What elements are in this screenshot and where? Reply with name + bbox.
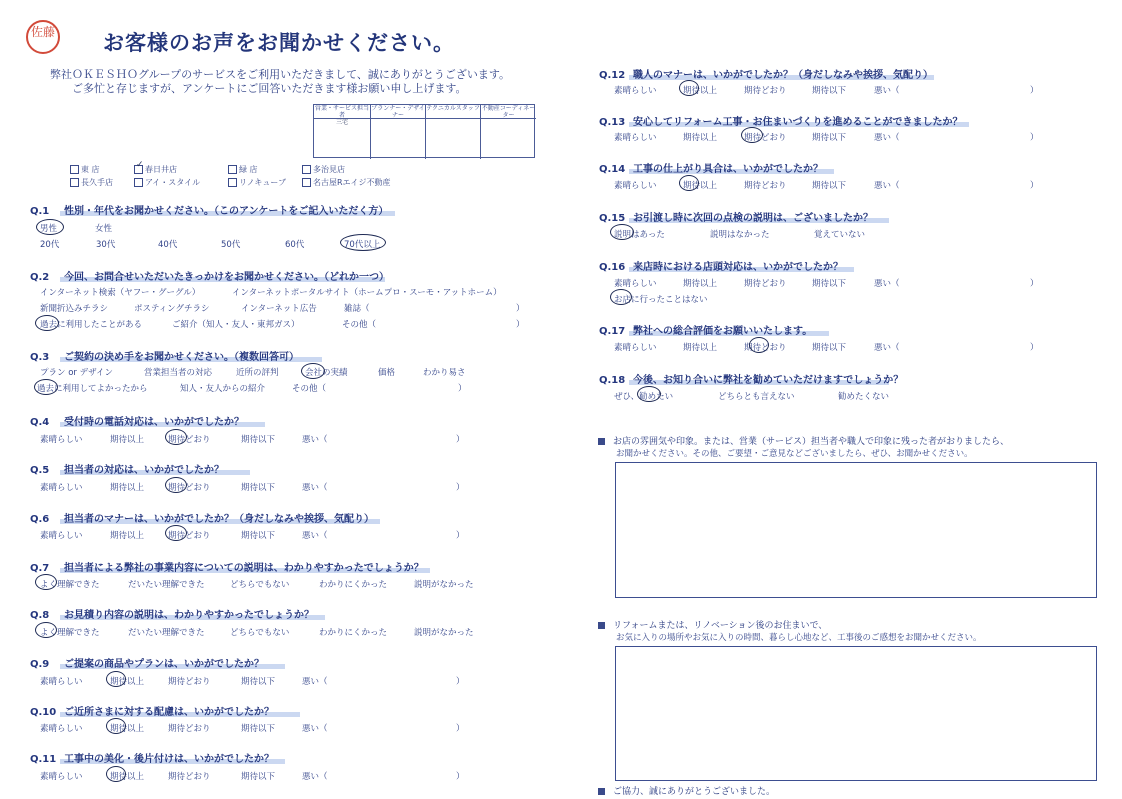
branch-label: 春日井店 — [145, 165, 177, 174]
question-number: Q.1 — [30, 206, 50, 217]
q2-option-web-ad[interactable]: インターネット広告 — [241, 304, 317, 314]
q3-option-other[interactable]: その他（ — [292, 384, 327, 394]
q11-option-as-expected[interactable]: 期待どおり — [168, 772, 211, 782]
question-number: Q.10 — [30, 707, 57, 718]
q10-option-below[interactable]: 期待以下 — [241, 724, 276, 734]
answer-circle-mark — [340, 234, 386, 251]
q4-option-above[interactable]: 期待以上 — [110, 435, 145, 445]
q4-option-below[interactable]: 期待以下 — [241, 435, 276, 445]
branch-label: アイ・スタイル — [145, 178, 201, 187]
branch-label: 緑 店 — [239, 165, 258, 174]
staff-entry-sales[interactable]: 三宅 — [314, 119, 371, 159]
question-q14 — [599, 160, 823, 175]
answer-circle-mark — [35, 622, 57, 638]
question-text: 担当者の対応は、いかがでしたか？ — [64, 465, 224, 476]
branch-checkbox-8[interactable] — [302, 177, 391, 188]
q12-option-poor[interactable]: 悪い（ — [874, 86, 900, 96]
branch-label: 多治見店 — [313, 165, 345, 174]
staff-entry-realestate[interactable] — [481, 119, 536, 159]
question-text: 性別・年代をお聞かせください。（このアンケートをご記入いただく方） — [64, 206, 389, 217]
q2-option-past-use[interactable]: 過去に利用したことがある — [40, 320, 143, 330]
q17-option-poor[interactable]: 悪い（ — [874, 343, 900, 353]
q2-option-portal[interactable]: インターネットポータルサイト（ホームプロ・スーモ・アットホーム） — [232, 288, 502, 298]
q9-option-excellent[interactable]: 素晴らしい — [40, 677, 83, 687]
question-text: 職人のマナーは、いかがでしたか？（身だしなみや挨拶、気配り） — [633, 70, 933, 81]
q14-option-above[interactable]: 期待以上 — [683, 181, 718, 191]
question-number: Q.9 — [30, 659, 50, 670]
q12-option-above[interactable]: 期待以上 — [683, 86, 718, 96]
question-q11 — [30, 750, 274, 765]
question-number: Q.11 — [30, 754, 57, 765]
question-number: Q.14 — [599, 164, 626, 175]
question-number: Q.5 — [30, 465, 50, 476]
q16-option-poor[interactable]: 悪い（ — [874, 279, 900, 289]
q10-poor-close: ） — [456, 724, 465, 734]
question-text: 今回、お問合せいただいたきっかけをお聞かせください。（どれか一つ） — [64, 272, 389, 283]
question-q6 — [30, 510, 374, 525]
question-text: 担当者のマナーは、いかがでしたか？（身だしなみや挨拶、気配り） — [64, 514, 374, 525]
branch-checkbox-4[interactable] — [302, 164, 345, 175]
q13-option-poor[interactable]: 悪い（ — [874, 133, 900, 143]
answer-circle-mark — [749, 337, 769, 353]
q10-option-poor[interactable]: 悪い（ — [302, 724, 328, 734]
question-q12 — [599, 66, 933, 81]
checkbox-icon — [134, 160, 144, 174]
q9-option-above[interactable]: 期待以上 — [110, 677, 145, 687]
q17-option-as-expected[interactable]: 期待どおり — [744, 343, 787, 353]
q15-option-explained[interactable]: 説明はあった — [614, 230, 665, 240]
question-q13 — [599, 113, 963, 128]
q3-option-clarity[interactable]: わかり易さ — [423, 368, 466, 378]
q2-option-magazine[interactable]: 雑誌（ — [344, 304, 370, 314]
q1-option-50s[interactable]: 50代 — [221, 240, 241, 250]
q4-option-poor[interactable]: 悪い（ — [302, 435, 328, 445]
q10-option-above[interactable]: 期待以上 — [110, 724, 145, 734]
q5-option-excellent[interactable]: 素晴らしい — [40, 483, 83, 493]
q13-option-excellent[interactable]: 素晴らしい — [614, 133, 657, 143]
q4-option-as-expected[interactable]: 期待どおり — [168, 435, 211, 445]
answer-circle-mark — [679, 80, 699, 96]
question-number: Q.6 — [30, 514, 50, 525]
q1-option-30s[interactable]: 30代 — [96, 240, 116, 250]
question-number: Q.12 — [599, 70, 626, 81]
q3-option-referral[interactable]: 知人・友人からの紹介 — [180, 384, 266, 394]
q8-option-understood[interactable]: よく理解できた — [40, 628, 100, 638]
branch-checkbox-5[interactable] — [70, 177, 113, 188]
q17-option-above[interactable]: 期待以上 — [683, 343, 718, 353]
branch-checkbox-6[interactable] — [134, 177, 200, 188]
q17-option-excellent[interactable]: 素晴らしい — [614, 343, 657, 353]
staff-header-realestate: 不動産コーディネーター — [481, 105, 536, 119]
question-text: お見積り内容の説明は、わかりやすかったでしょうか？ — [64, 610, 314, 621]
q2-option-posting[interactable]: ポスティングチラシ — [134, 304, 210, 314]
checkbox-icon — [302, 178, 311, 187]
question-text: ご提案の商品やプランは、いかがでしたか？ — [64, 659, 264, 670]
branch-checkbox-7[interactable] — [228, 177, 286, 188]
q11-option-above[interactable]: 期待以上 — [110, 772, 145, 782]
q14-option-below[interactable]: 期待以下 — [812, 181, 847, 191]
q3-option-plan[interactable]: プラン or デザイン — [40, 368, 114, 378]
question-q1 — [30, 202, 388, 217]
q2-option-other[interactable]: その他（ — [342, 320, 377, 330]
q13-option-as-expected[interactable]: 期待どおり — [744, 133, 787, 143]
question-text: 担当者による弊社の事業内容についての説明は、わかりやすかったでしょうか？ — [64, 563, 424, 574]
q11-poor-close: ） — [456, 772, 465, 782]
q16-poor-close: ） — [1030, 279, 1039, 289]
comment-prompt-text: リフォームまたは、リノベーション後のお住まいで、 — [613, 621, 828, 631]
q2-magazine-close: ） — [516, 304, 525, 314]
branch-label: 長久手店 — [81, 178, 113, 187]
q12-poor-close: ） — [1030, 86, 1039, 96]
staff-header-planner: プランナー・デザイナー — [371, 105, 425, 119]
q18-option-recommend[interactable]: ぜひ、勧めたい — [614, 392, 674, 402]
q16-option-below[interactable]: 期待以下 — [812, 279, 847, 289]
q4-poor-close: ） — [456, 435, 465, 445]
q10-option-as-expected[interactable]: 期待どおり — [168, 724, 211, 734]
question-text: ご契約の決め手をお聞かせください。（複数回答可） — [64, 352, 299, 363]
q6-option-above[interactable]: 期待以上 — [110, 531, 145, 541]
q2-option-referral[interactable]: ご紹介（知人・友人・東邦ガス） — [172, 320, 300, 330]
staff-entry-technical[interactable] — [426, 119, 481, 159]
question-q9 — [30, 655, 264, 670]
q16-option-excellent[interactable]: 素晴らしい — [614, 279, 657, 289]
q9-poor-close: ） — [456, 677, 465, 687]
answer-circle-mark — [34, 379, 58, 395]
question-number: Q.15 — [599, 213, 626, 224]
question-number: Q.13 — [599, 117, 626, 128]
question-number: Q.17 — [599, 326, 626, 337]
q1-option-male[interactable]: 男性 — [40, 224, 58, 234]
comment-prompt-text: お店の雰囲気や印象。または、営業（サービス）担当者や職人で印象に残った者がおりましたら、 — [613, 437, 1010, 447]
staff-header-sales: 営業・サービス担当者 — [314, 105, 369, 119]
question-q4 — [30, 413, 244, 428]
branch-checkbox-1[interactable] — [70, 164, 100, 175]
question-q15 — [599, 209, 873, 224]
q15-option-dont-remember[interactable]: 覚えていない — [814, 230, 866, 240]
q6-option-poor[interactable]: 悪い（ — [302, 531, 328, 541]
q8-option-none[interactable]: 説明がなかった — [414, 628, 474, 638]
q13-poor-close: ） — [1030, 133, 1039, 143]
q3-option-price[interactable]: 価格 — [378, 368, 396, 378]
answer-circle-mark — [301, 363, 325, 379]
question-q2 — [30, 268, 389, 283]
answer-circle-mark — [35, 574, 57, 590]
question-q17 — [599, 322, 812, 337]
checkbox-icon — [70, 165, 79, 174]
q1-option-20s[interactable]: 20代 — [40, 240, 60, 250]
q9-option-poor[interactable]: 悪い（ — [302, 677, 328, 687]
q15-option-not-explained[interactable]: 説明はなかった — [710, 230, 770, 240]
branch-checkbox-2[interactable] — [134, 160, 177, 175]
page-title: お客様のお声をお聞かせください。 — [103, 31, 455, 55]
q6-option-excellent[interactable]: 素晴らしい — [40, 531, 83, 541]
q17-option-below[interactable]: 期待以下 — [812, 343, 847, 353]
q16-option-as-expected[interactable]: 期待どおり — [744, 279, 787, 289]
q14-option-poor[interactable]: 悪い（ — [874, 181, 900, 191]
question-text: 今後、お知り合いに弊社を勧めていただけますでしょうか？ — [633, 375, 904, 386]
question-q10 — [30, 703, 274, 718]
seal-stamp: 佐藤 — [26, 20, 60, 54]
branch-label: 名古屋Rエイジ不動産 — [313, 178, 391, 187]
q2-option-search[interactable]: インターネット検索（ヤフー・グーグル） — [40, 288, 201, 298]
checkbox-icon — [228, 165, 237, 174]
q1-option-60s[interactable]: 60代 — [285, 240, 305, 250]
q16-option-above[interactable]: 期待以上 — [683, 279, 718, 289]
comment-prompt-2 — [598, 618, 827, 631]
checkmark-icon: ✓ — [136, 160, 144, 170]
question-q16 — [599, 258, 843, 273]
answer-circle-mark — [165, 477, 187, 493]
question-q8 — [30, 606, 314, 621]
staff-table — [313, 104, 535, 158]
question-text: 安心してリフォーム工事・お住まいづくりを進めることができましたか？ — [633, 117, 963, 128]
answer-circle-mark — [106, 671, 126, 687]
question-q18 — [599, 371, 903, 386]
answer-circle-mark — [106, 718, 126, 734]
question-q3 — [30, 348, 299, 363]
q18-option-not-recommend[interactable]: 勧めたくない — [838, 392, 890, 402]
q5-option-below[interactable]: 期待以下 — [241, 483, 276, 493]
question-number: Q.8 — [30, 610, 50, 621]
q7-option-unclear[interactable]: わかりにくかった — [319, 580, 388, 590]
question-number: Q.7 — [30, 563, 50, 574]
question-text: 弊社への総合評価をお願いいたします。 — [633, 326, 813, 337]
q7-option-mostly[interactable]: だいたい理解できた — [128, 580, 205, 590]
answer-circle-mark — [679, 175, 699, 191]
question-number: Q.2 — [30, 272, 50, 283]
q6-option-below[interactable]: 期待以下 — [241, 531, 276, 541]
q12-option-below[interactable]: 期待以下 — [812, 86, 847, 96]
q11-option-poor[interactable]: 悪い（ — [302, 772, 328, 782]
q1-option-40s[interactable]: 40代 — [158, 240, 178, 250]
answer-circle-mark — [637, 386, 661, 402]
answer-circle-mark — [741, 127, 763, 143]
comment-prompt-1-line2: お聞かせください。その他、ご要望・ご意見などございましたら、ぜひ、お聞かせください。 — [616, 449, 973, 459]
q5-option-above[interactable]: 期待以上 — [110, 483, 145, 493]
q14-option-excellent[interactable]: 素晴らしい — [614, 181, 657, 191]
question-text: 来店時における店頭対応は、いかがでしたか？ — [633, 262, 843, 273]
thank-you-text: ご協力、誠にありがとうございました。 — [613, 787, 776, 797]
question-number: Q.18 — [599, 375, 626, 386]
checkbox-icon — [302, 165, 311, 174]
q8-option-mostly[interactable]: だいたい理解できた — [128, 628, 205, 638]
q5-option-as-expected[interactable]: 期待どおり — [168, 483, 211, 493]
q13-option-below[interactable]: 期待以下 — [812, 133, 847, 143]
intro-line-1: 弊社ＯＫＥＳＨＯグループのサービスをご利用いただきまして、誠にありがとうございます。 — [50, 68, 511, 81]
q12-option-as-expected[interactable]: 期待どおり — [744, 86, 787, 96]
q7-option-neutral[interactable]: どちらでもない — [230, 580, 290, 590]
answer-circle-mark — [106, 766, 126, 782]
checkbox-icon — [134, 178, 143, 187]
comment-prompt-2-line2: お気に入りの場所やお気に入りの時間、暮らし心地など、工事後のご感想をお聞かせください。 — [616, 633, 982, 643]
q2-other-close: ） — [516, 320, 525, 330]
square-bullet-icon — [598, 438, 605, 445]
q8-option-unclear[interactable]: わかりにくかった — [319, 628, 388, 638]
comment-box-1[interactable] — [615, 462, 1097, 598]
branch-label: リノキューブ — [239, 178, 286, 187]
answer-circle-mark — [35, 315, 59, 331]
question-text: お引渡し時に次回の点検の説明は、ございましたか？ — [633, 213, 873, 224]
q1-option-female[interactable]: 女性 — [95, 224, 113, 234]
question-text: 受付時の電話対応は、いかがでしたか？ — [64, 417, 244, 428]
checkbox-icon — [228, 178, 237, 187]
thank-you-note — [598, 784, 775, 797]
answer-circle-mark — [610, 224, 634, 240]
q6-poor-close: ） — [456, 531, 465, 541]
checkbox-icon — [70, 178, 79, 187]
q11-option-below[interactable]: 期待以下 — [241, 772, 276, 782]
q2-option-newspaper[interactable]: 新聞折込みチラシ — [40, 304, 109, 314]
q14-option-as-expected[interactable]: 期待どおり — [744, 181, 787, 191]
q18-option-neutral[interactable]: どちらとも言えない — [718, 392, 795, 402]
question-q7 — [30, 559, 424, 574]
q6-option-as-expected[interactable]: 期待どおり — [168, 531, 211, 541]
question-number: Q.3 — [30, 352, 50, 363]
q9-option-as-expected[interactable]: 期待どおり — [168, 677, 211, 687]
q3-option-past-satisfied[interactable]: 過去に利用してよかったから — [37, 384, 148, 394]
q16-option-never-visited[interactable]: お店に行ったことはない — [614, 295, 708, 305]
branch-label: 東 店 — [81, 165, 100, 174]
question-q5 — [30, 461, 224, 476]
q7-option-understood[interactable]: よく理解できた — [40, 580, 100, 590]
q9-option-below[interactable]: 期待以下 — [241, 677, 276, 687]
q10-option-excellent[interactable]: 素晴らしい — [40, 724, 83, 734]
q5-option-poor[interactable]: 悪い（ — [302, 483, 328, 493]
question-text: 工事の仕上がり具合は、いかがでしたか？ — [633, 164, 823, 175]
q14-poor-close: ） — [1030, 181, 1039, 191]
answer-circle-mark — [165, 429, 187, 445]
q13-option-above[interactable]: 期待以上 — [683, 133, 718, 143]
comment-box-2[interactable] — [615, 646, 1097, 781]
q7-option-none[interactable]: 説明がなかった — [414, 580, 474, 590]
q8-option-neutral[interactable]: どちらでもない — [230, 628, 290, 638]
staff-header-technical: テクニカルスタッフ — [426, 105, 481, 119]
comment-prompt-1 — [598, 434, 1009, 447]
q3-other-close: ） — [458, 384, 467, 394]
question-text: 工事中の美化・後片付けは、いかがでしたか？ — [64, 754, 274, 765]
answer-circle-mark — [165, 525, 187, 541]
staff-entry-planner[interactable] — [371, 119, 426, 159]
q3-option-reputation[interactable]: 近所の評判 — [236, 368, 279, 378]
question-text: ご近所さまに対する配慮は、いかがでしたか？ — [64, 707, 274, 718]
question-number: Q.16 — [599, 262, 626, 273]
square-bullet-icon — [598, 622, 605, 629]
q4-option-excellent[interactable]: 素晴らしい — [40, 435, 83, 445]
q1-option-70s[interactable]: 70代以上 — [344, 240, 381, 250]
q3-option-sales-rep[interactable]: 営業担当者の対応 — [144, 368, 213, 378]
q5-poor-close: ） — [456, 483, 465, 493]
answer-circle-mark — [36, 219, 64, 235]
intro-line-2: ご多忙と存じますが、アンケートにご回答いただきます様お願い申し上げます。 — [72, 82, 467, 95]
question-number: Q.4 — [30, 417, 50, 428]
square-bullet-icon — [598, 788, 605, 795]
q3-option-track-record[interactable]: 会社の実績 — [305, 368, 348, 378]
q12-option-excellent[interactable]: 素晴らしい — [614, 86, 657, 96]
answer-circle-mark — [610, 289, 632, 305]
q17-poor-close: ） — [1030, 343, 1039, 353]
q11-option-excellent[interactable]: 素晴らしい — [40, 772, 83, 782]
branch-checkbox-3[interactable] — [228, 164, 258, 175]
